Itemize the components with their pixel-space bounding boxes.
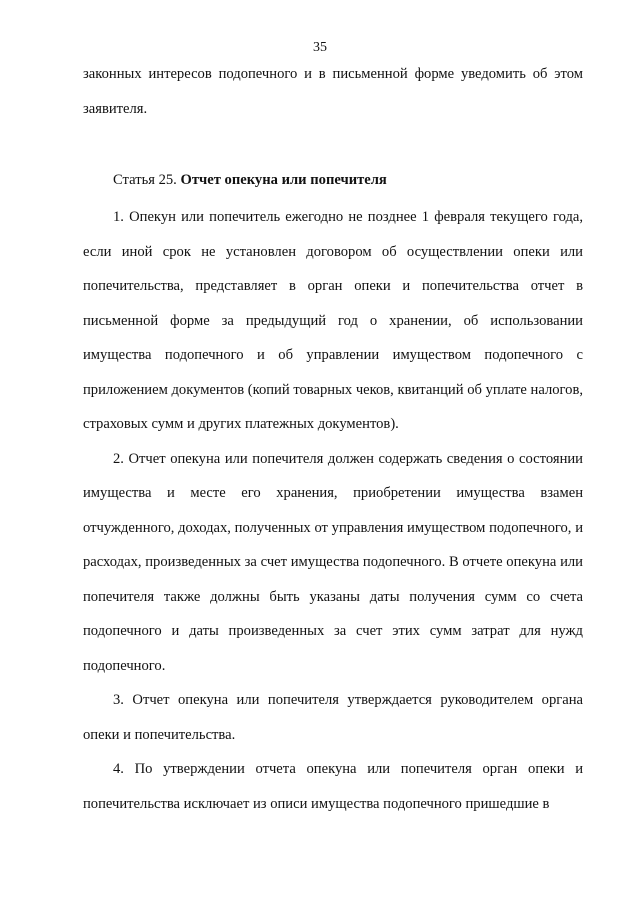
paragraph-1: 1. Опекун или попечитель ежегодно не позднее 1 февраля текущего года, если иной срок не установлен договором об осуществлении опеки или попечительства, представляет в орган опеки и попечительства отчет в письменной форме за предыдущий год о хранении, об использовании имущества подопечного и об управлении имуществом подопечного с приложением документов (копий товарных чеков, квитанций об уплате налогов, страховых сумм и других платежных документов). <box>83 209 584 432</box>
article-heading <box>113 168 387 192</box>
page-number: 35 <box>313 40 327 55</box>
article-body <box>83 200 583 821</box>
intro-text: законных интересов подопечного и в письменной форме уведомить об этом заявителя. <box>83 66 583 117</box>
paragraph-2: 2. Отчет опекуна или попечителя должен содержать сведения о состоянии имущества и месте его хранения, приобретении имущества взамен отчужденного, доходах, полученных от управления имуществом подопечного, и расходах, произведенных за счет имущества подопечного. В отчете опекуна или попечителя также должны быть указаны даты получения сумм со счета подопечного и даты произведенных за счет этих сумм затрат для нужд подопечного. <box>83 450 583 674</box>
paragraph-3: 3. Отчет опекуна или попечителя утверждается руководителем органа опеки и попечительства. <box>83 692 583 743</box>
article-title: Отчет опекуна или попечителя <box>180 172 387 188</box>
paragraph-4: 4. По утверждении отчета опекуна или попечителя орган опеки и попечительства исключает из описи имущества подопечного пришедшие в <box>83 761 583 812</box>
article-prefix: Статья 25. <box>113 172 177 188</box>
intro-paragraph <box>83 57 583 126</box>
